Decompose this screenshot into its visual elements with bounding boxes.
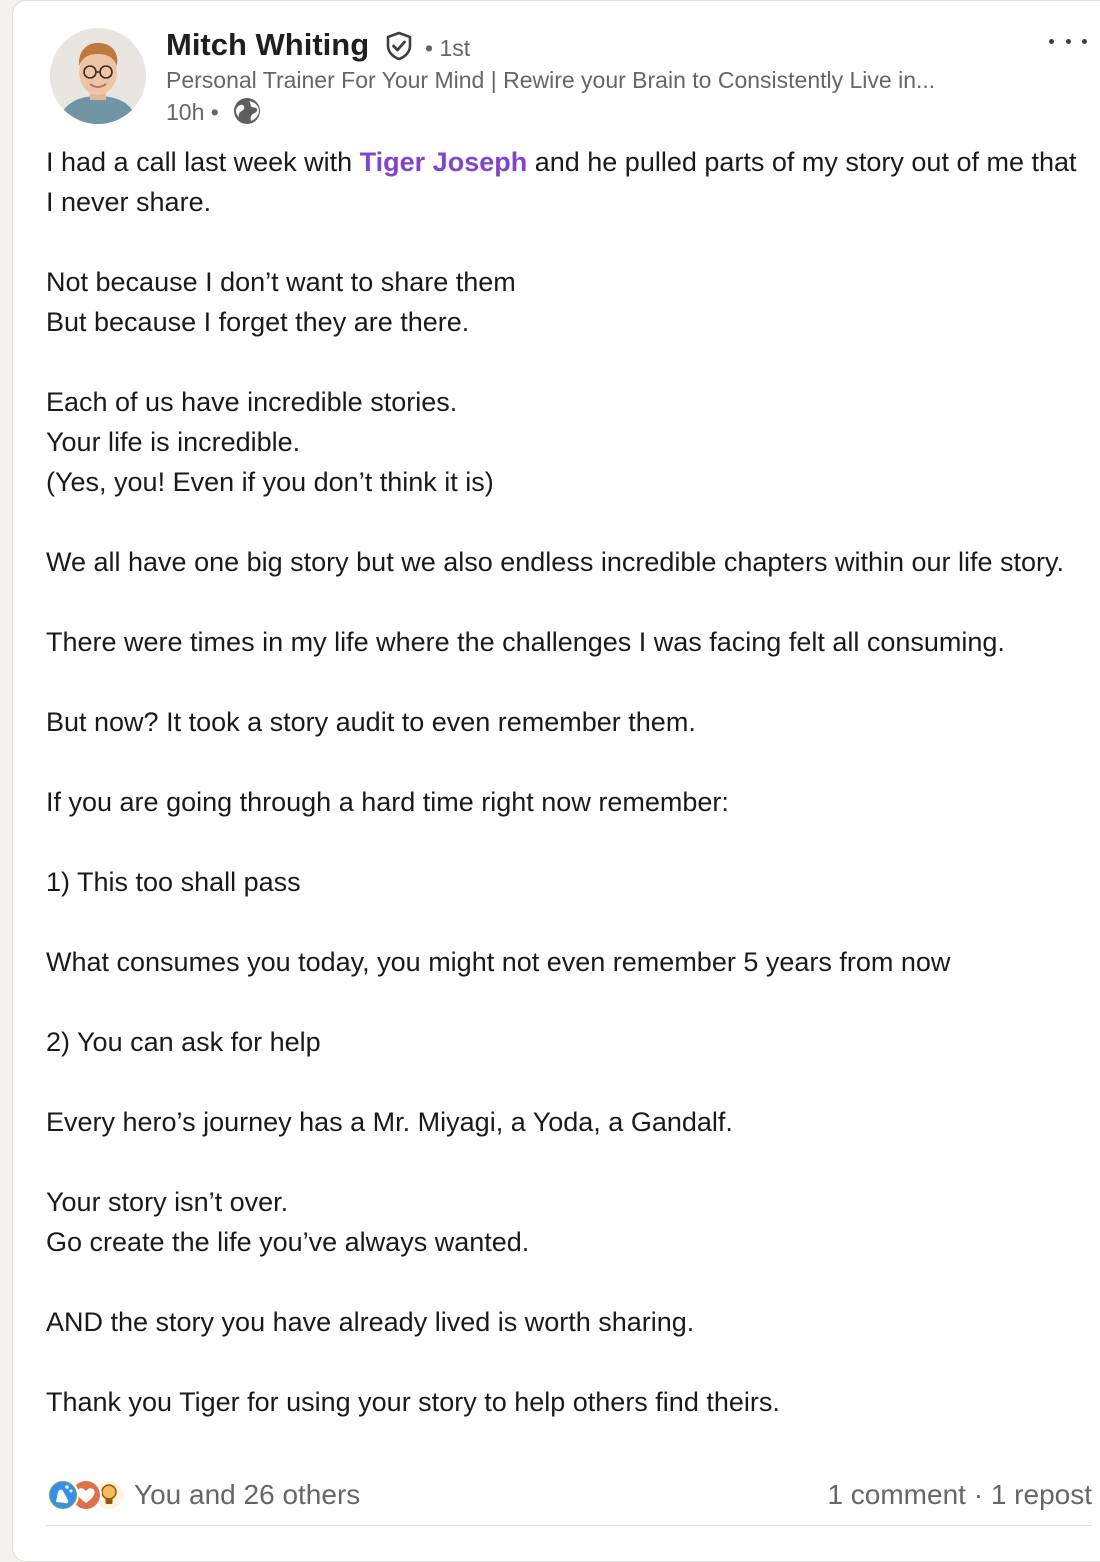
- connection-degree: • 1st: [425, 35, 471, 61]
- separator: ·: [973, 1479, 984, 1510]
- post-paragraph: There were times in my life where the challenges I was facing felt all consuming.: [46, 627, 1005, 657]
- post-paragraph: What consumes you today, you might not even remember 5 years from now: [46, 947, 951, 977]
- post-paragraph: 1) This too shall pass: [46, 867, 301, 897]
- engagement-summary: [827, 1477, 1092, 1513]
- post-paragraph: AND the story you have already lived is worth sharing.: [46, 1307, 695, 1337]
- author-avatar[interactable]: [50, 28, 146, 124]
- mention-link[interactable]: Tiger Joseph: [359, 147, 528, 177]
- post-paragraph: If you are going through a hard time right now remember:: [46, 787, 729, 817]
- divider: [46, 1525, 1092, 1526]
- post-paragraph: But now? It took a story audit to even remember them.: [46, 707, 696, 737]
- post-body: [46, 142, 1086, 1422]
- author-headline: Personal Trainer For Your Mind | Rewire your Brain to Consistently Live in...: [166, 67, 936, 93]
- post-paragraph: We all have one big story but we also endless incredible chapters within our life story.: [46, 547, 1065, 577]
- post-paragraph: 2) You can ask for help: [46, 1027, 321, 1057]
- post-paragraph: Thank you Tiger for using your story to help others find theirs.: [46, 1387, 780, 1417]
- post-paragraph: Every hero’s journey has a Mr. Miyagi, a Yoda, a Gandalf.: [46, 1107, 733, 1137]
- post-paragraph: Not because I don’t want to share them But because I forget they are there.: [46, 267, 516, 337]
- post-paragraph: I had a call last week with Tiger Joseph and he pulled parts of my story out of me that I never share.: [46, 147, 1077, 217]
- celebrate-icon: [48, 1480, 78, 1510]
- post-paragraph: Your story isn’t over. Go create the life you’ve always wanted.: [46, 1187, 530, 1257]
- reaction-icons[interactable]: [46, 1478, 126, 1512]
- reposts-count[interactable]: 1 repost: [990, 1479, 1092, 1510]
- comments-count[interactable]: 1 comment: [827, 1479, 966, 1510]
- more-options-icon[interactable]: [1049, 28, 1087, 54]
- post-paragraph: Each of us have incredible stories. Your life is incredible. (Yes, you! Even if you don’t think it is): [46, 387, 494, 497]
- post-time: 10h •: [166, 99, 219, 125]
- verified-shield-icon: [383, 30, 415, 67]
- globe-icon: [232, 96, 262, 131]
- reactions-count[interactable]: You and 26 others: [134, 1479, 361, 1510]
- author-name[interactable]: Mitch Whiting: [166, 27, 370, 62]
